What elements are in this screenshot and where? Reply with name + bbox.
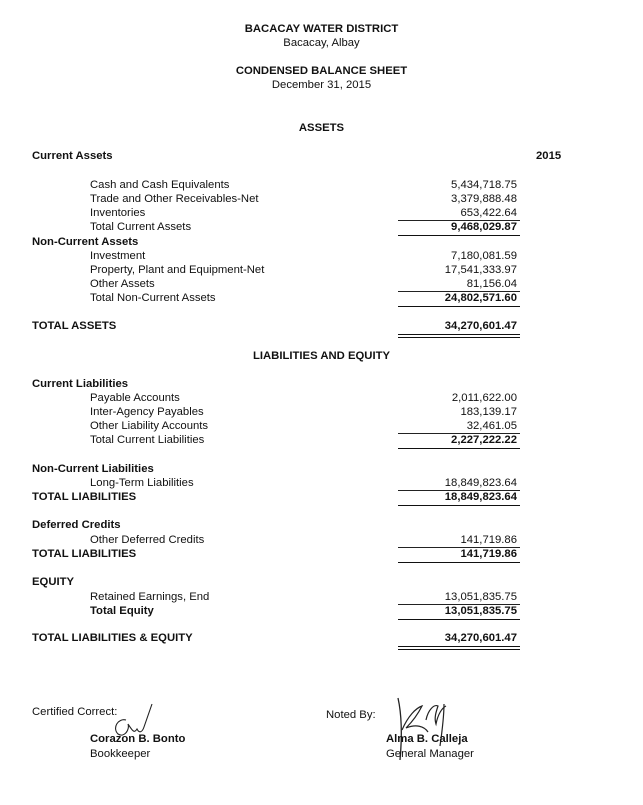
line-item-label: Other Deferred Credits xyxy=(90,534,205,546)
equity-label: EQUITY xyxy=(32,576,75,588)
line-item-label: Payable Accounts xyxy=(90,392,180,404)
total-liabilities-value: 18,849,823.64 xyxy=(444,491,517,503)
double-rule-top xyxy=(398,334,520,335)
total-rule xyxy=(398,235,520,236)
line-item-label: Other Assets xyxy=(90,278,155,290)
total-rule xyxy=(398,562,520,563)
subtotal-value: 24,802,571.60 xyxy=(444,292,517,304)
double-rule-bottom xyxy=(398,649,520,650)
total-liabilities-equity-value: 34,270,601.47 xyxy=(444,632,517,644)
current-liabilities-label: Current Liabilities xyxy=(32,378,129,390)
line-item-value: 18,849,823.64 xyxy=(444,477,517,489)
line-item-label: Inter-Agency Payables xyxy=(90,406,204,418)
line-item-value: 81,156.04 xyxy=(466,278,517,290)
subtotal-label: Total Non-Current Assets xyxy=(90,292,216,304)
total-rule xyxy=(398,306,520,307)
line-item-value: 5,434,718.75 xyxy=(451,179,517,191)
subtotal-value: 9,468,029.87 xyxy=(451,221,517,233)
document-title: CONDENSED BALANCE SHEET xyxy=(235,65,408,77)
line-item-label: Cash and Cash Equivalents xyxy=(90,179,230,191)
certified-caption: Certified Correct: xyxy=(32,706,118,718)
total-assets-label: TOTAL ASSETS xyxy=(32,320,117,332)
line-item-value: 183,139.17 xyxy=(460,406,517,418)
line-item-value: 7,180,081.59 xyxy=(451,250,517,262)
non-current-assets-label: Non-Current Assets xyxy=(32,236,139,248)
line-item-label: Investment xyxy=(90,250,146,262)
line-item-value: 3,379,888.48 xyxy=(451,193,517,205)
line-item-value: 653,422.64 xyxy=(460,207,517,219)
total-assets-value: 34,270,601.47 xyxy=(444,320,517,332)
bookkeeper-title: Bookkeeper xyxy=(90,748,151,760)
deferred-credits-label: Deferred Credits xyxy=(32,519,121,531)
line-item-label: Retained Earnings, End xyxy=(90,591,210,603)
subtotal-label: Total Current Assets xyxy=(90,221,192,233)
manager-name: Alma B. Calleja xyxy=(386,733,468,745)
subtotal-label: Total Current Liabilities xyxy=(90,434,205,446)
total-deferred-value: 141,719.86 xyxy=(460,548,517,560)
double-rule-bottom xyxy=(398,337,520,338)
total-equity-label: Total Equity xyxy=(90,605,154,617)
bookkeeper-name: Corazon B. Bonto xyxy=(90,733,186,745)
current-assets-label: Current Assets xyxy=(32,150,113,162)
subtotal-value: 2,227,222.22 xyxy=(451,434,517,446)
assets-heading: ASSETS xyxy=(298,122,345,134)
total-deferred-label: TOTAL LIABILITIES xyxy=(32,548,137,560)
line-item-label: Long-Term Liabilities xyxy=(90,477,194,489)
non-current-liabilities-label: Non-Current Liabilities xyxy=(32,463,154,475)
liabilities-equity-heading: LIABILITIES AND EQUITY xyxy=(252,350,391,362)
total-rule xyxy=(398,505,520,506)
line-item-value: 32,461.05 xyxy=(466,420,517,432)
line-item-label: Trade and Other Receivables-Net xyxy=(90,193,259,205)
noted-caption: Noted By: xyxy=(326,709,376,721)
organization-location: Bacacay, Albay xyxy=(283,37,360,49)
line-item-label: Inventories xyxy=(90,207,146,219)
line-item-label: Property, Plant and Equipment-Net xyxy=(90,264,265,276)
manager-title: General Manager xyxy=(386,748,474,760)
total-rule xyxy=(398,448,520,449)
total-rule xyxy=(398,619,520,620)
total-liabilities-label: TOTAL LIABILITIES xyxy=(32,491,137,503)
total-liabilities-equity-label: TOTAL LIABILITIES & EQUITY xyxy=(32,632,193,644)
total-equity-value: 13,051,835.75 xyxy=(444,605,517,617)
line-item-label: Other Liability Accounts xyxy=(90,420,209,432)
line-item-value: 2,011,622.00 xyxy=(451,392,517,404)
line-item-value: 13,051,835.75 xyxy=(444,591,517,603)
line-item-value: 141,719.86 xyxy=(460,534,517,546)
double-rule-top xyxy=(398,646,520,647)
year-column-header: 2015 xyxy=(536,150,562,162)
document-date: December 31, 2015 xyxy=(271,79,372,91)
organization-name: BACACAY WATER DISTRICT xyxy=(244,23,399,35)
line-item-value: 17,541,333.97 xyxy=(444,264,517,276)
